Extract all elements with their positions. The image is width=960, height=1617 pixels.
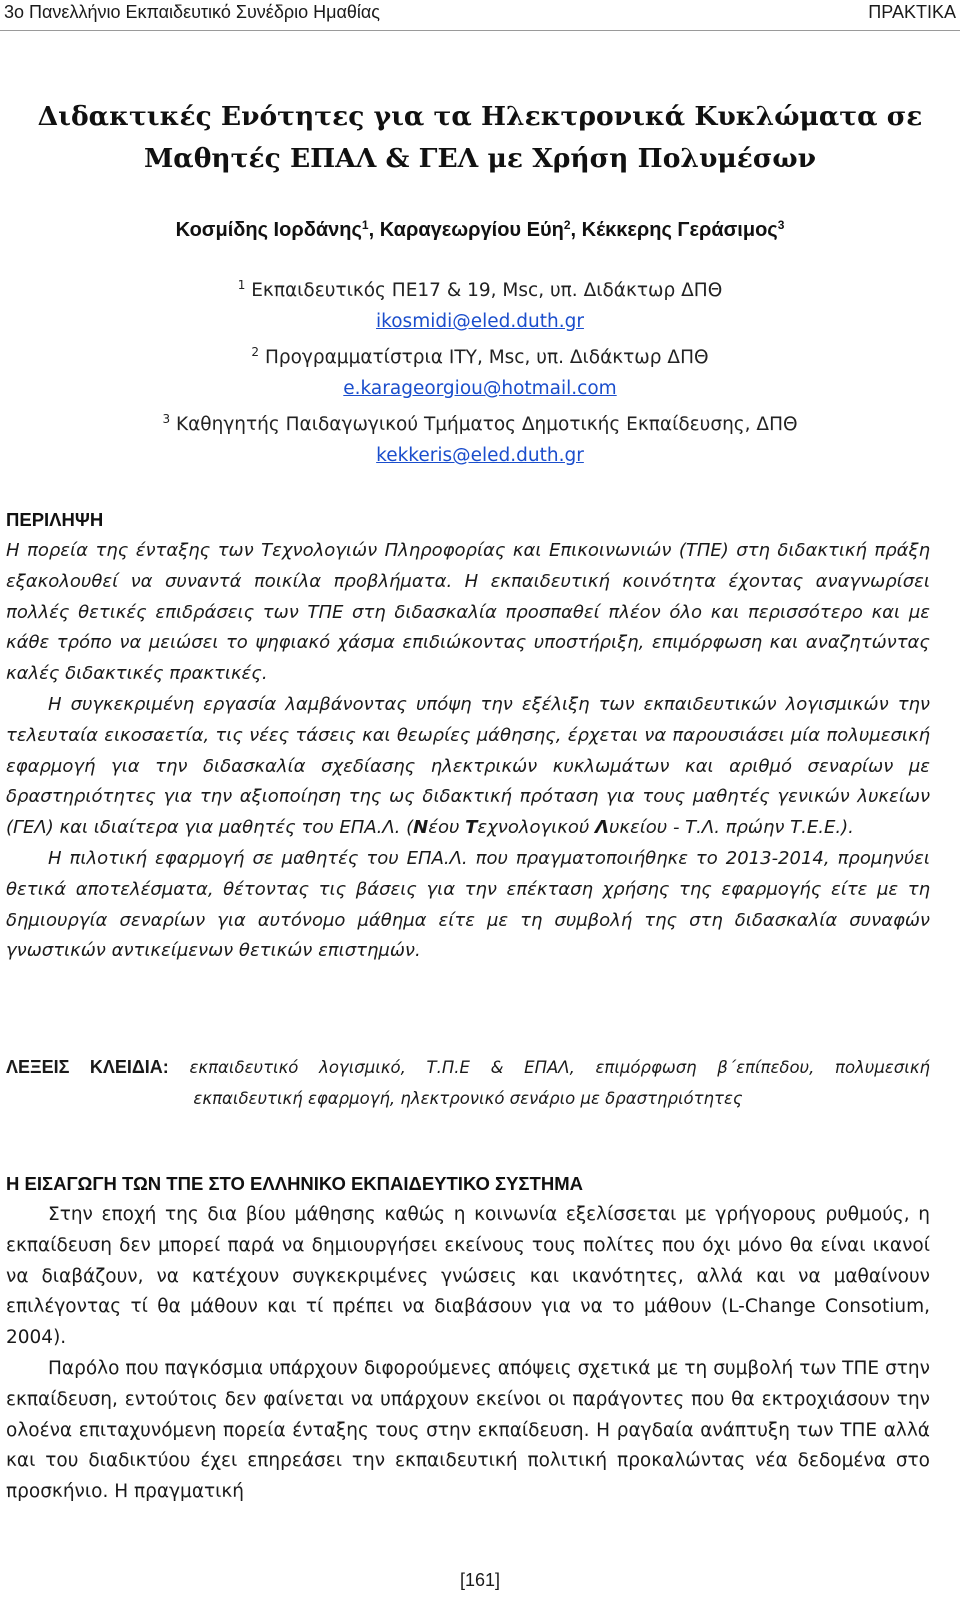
abstract-paragraph-3: Η πιλοτική εφαρμογή σε μαθητές του ΕΠΑ.Λ. που πραγματοποιήθηκε το 2013-2014, προμηνύει θετικά αποτελέσματα, θέτοντας τις βάσεις για την επέκταση χρήσης της εφαρμογής είτε με τη δημιουργία σεναρίων για αυτόνομο μάθημα είτε με τη συμβολή της στη διδασκαλία συναφών γνωστικών αντικείμενων θετικών επιστημών.: [6, 847, 930, 962]
abstract-paragraph-2: [6, 690, 930, 844]
abbr-initial: Ν: [413, 817, 429, 839]
affiliation-sup: 2: [251, 345, 260, 359]
keywords-block: [6, 1052, 930, 1114]
abstract-heading: ΠΕΡΙΛΗΨΗ: [6, 509, 104, 530]
abstract-paragraph-2-tail: - Τ.Λ. πρώην Τ.Ε.Ε.).: [667, 817, 854, 839]
affiliation-text: Καθηγητής Παιδαγωγικού Τμήματος Δημοτικής Εκπαίδευσης, ΔΠΘ: [175, 414, 798, 435]
section-label: ΠΡΑΚΤΙΚΑ: [868, 2, 956, 22]
author-name: Κοσμίδης Ιορδάνης: [175, 219, 362, 241]
paper-title: [0, 96, 960, 180]
abstract-paragraph-1: Η πορεία της ένταξης των Τεχνολογιών Πληροφορίας και Επικοινωνιών (ΤΠΕ) στη διδακτική πράξη εξακολουθεί να συναντά ποικίλα προβλήματα. Η εκπαιδευτική κοινότητα έχοντας αναγνωρίσει πολλές θετικές επιδράσεις των ΤΠΕ στη διδασκαλία προσπαθεί πλέον όλο και περισσότερο και με κάθε τρόπο να μειώσει το ψηφιακό χάσμα επιδιώκοντας υποστήριξη, επιμόρφωση και αναζητώντας καλές διδακτικές πρακτικές.: [6, 540, 930, 685]
intro-paragraph-1: Στην εποχή της δια βίου μάθησης καθώς η κοινωνία εξελίσσεται με γρήγορους ρυθμούς, η εκπαίδευση δεν μπορεί παρά να δημιουργήσει εκείνους τους πολίτες που όχι μόνο θα είναι ικανοί να διαβάζουν, να κατέχουν συγκεκριμένες γνώσεις και ικανότητες, αλλά και να μαθαίνουν επιλέγοντας τί θα μάθουν και τί πρέπει να διαβάσουν για να το μάθουν (L-Change Consotium, 2004).: [6, 1204, 930, 1349]
affiliations: [0, 270, 960, 471]
author-sep: ,: [570, 219, 582, 241]
email-link-1[interactable]: ikosmidi@eled.duth.gr: [376, 311, 584, 332]
intro-paragraph-2: Παρόλο που παγκόσμια υπάρχουν διφορούμενες απόψεις σχετικά με τη συμβολή των ΤΠΕ στην εκπαίδευση, εντούτοις δεν φαίνεται να υπάρχουν εκείνοι οι παράγοντες που θα εκτροχιάσουν την ολοένα επιταχυνόμενη πορεία ένταξης τους στην εκπαίδευση. Η ραγδαία ανάπτυξη των ΤΠΕ αλλά και του διαδικτύου έχει επηρεάσει την εκπαιδευτική πολιτική προκαλώντας νέα δεδομένα στο προσκήνιο. Η πραγματική: [6, 1357, 930, 1503]
affiliation-1: [0, 270, 960, 306]
keywords-label: ΛΕΞΕΙΣ ΚΛΕΙΔΙΑ:: [6, 1057, 169, 1077]
abbr-rest: έου: [428, 817, 466, 839]
abbr-rest: υκείου: [608, 817, 668, 839]
affiliation-3: [0, 404, 960, 440]
page-number: [161]: [459, 1570, 501, 1590]
author-sup: 3: [777, 218, 785, 232]
intro-heading: Η ΕΙΣΑΓΩΓΗ ΤΩΝ ΤΠΕ ΣΤΟ ΕΛΛΗΝΙΚΟ ΕΚΠΑΙΔΕΥΤΙΚΟ ΣΥΣΤΗΜΑ: [6, 1173, 583, 1194]
author-list: [0, 212, 960, 243]
keywords-text-1: εκπαιδευτικό λογισμικό, Τ.Π.Ε & ΕΠΑΛ, επιμόρφωση β΄επίπεδου, πολυμεσική: [189, 1058, 930, 1077]
author-name: Κέκκερης Γεράσιμος: [581, 219, 778, 241]
keywords-line-1: [6, 1052, 930, 1083]
author-sup: 2: [563, 218, 571, 232]
title-line-1: Διδακτικές Ενότητες για τα Ηλεκτρονικά Κυκλώματα σε: [37, 101, 923, 132]
abstract-body: [6, 536, 930, 967]
author-sup: 1: [361, 218, 369, 232]
affiliation-text: Εκπαιδευτικός ΠΕ17 & 19, Msc, υπ. Διδάκτωρ ΔΠΘ: [251, 280, 723, 301]
affiliation-text: Προγραμματίστρια ΙΤΥ, Msc, υπ. Διδάκτωρ ΔΠΘ: [264, 347, 709, 368]
abbr-initial: Τ: [465, 817, 478, 839]
author-name: Καραγεωργίου Εύη: [379, 219, 564, 241]
email-link-2[interactable]: e.karageorgiou@hotmail.com: [343, 378, 617, 399]
email-link-3[interactable]: kekkeris@eled.duth.gr: [376, 445, 584, 466]
abbr-rest: εχνολογικού: [477, 817, 596, 839]
abstract-paragraph-2-text: Η συγκεκριμένη εργασία λαμβάνοντας υπόψη την εξέλιξη των εκπαιδευτικών λογισμικών την τελευταία εικοσαετία, τις νέες τάσεις και θεωρίες μάθησης, έρχεται να παρουσιάσει μία πολυμεσική εφαρμογή για την διδασκαλία σχεδίασης ηλεκτρικών κυκλωμάτων και αριθμό σεναρίων με δραστηριότητες για την αξιοποίηση της ως διδακτική πρόταση για τους μαθητές γενικών λυκείων (ΓΕΛ) και ιδιαίτερα για μαθητές του ΕΠΑ.Λ. (: [6, 693, 930, 839]
keywords-line-2: εκπαιδευτική εφαρμογή, ηλεκτρονικό σενάριο με δραστηριότητες: [193, 1089, 743, 1108]
intro-body: [6, 1200, 930, 1508]
running-header: [0, 0, 960, 31]
affiliation-sup: 1: [237, 278, 246, 292]
affiliation-sup: 3: [162, 412, 171, 426]
abbr-initial: Λ: [595, 817, 609, 839]
title-line-2: Μαθητές ΕΠΑΛ & ΓΕΛ με Χρήση Πολυμέσων: [143, 143, 817, 174]
conference-name: 3ο Πανελλήνιο Εκπαιδευτικό Συνέδριο Ημαθίας: [4, 2, 380, 22]
affiliation-2: [0, 337, 960, 373]
author-sep: ,: [368, 219, 380, 241]
